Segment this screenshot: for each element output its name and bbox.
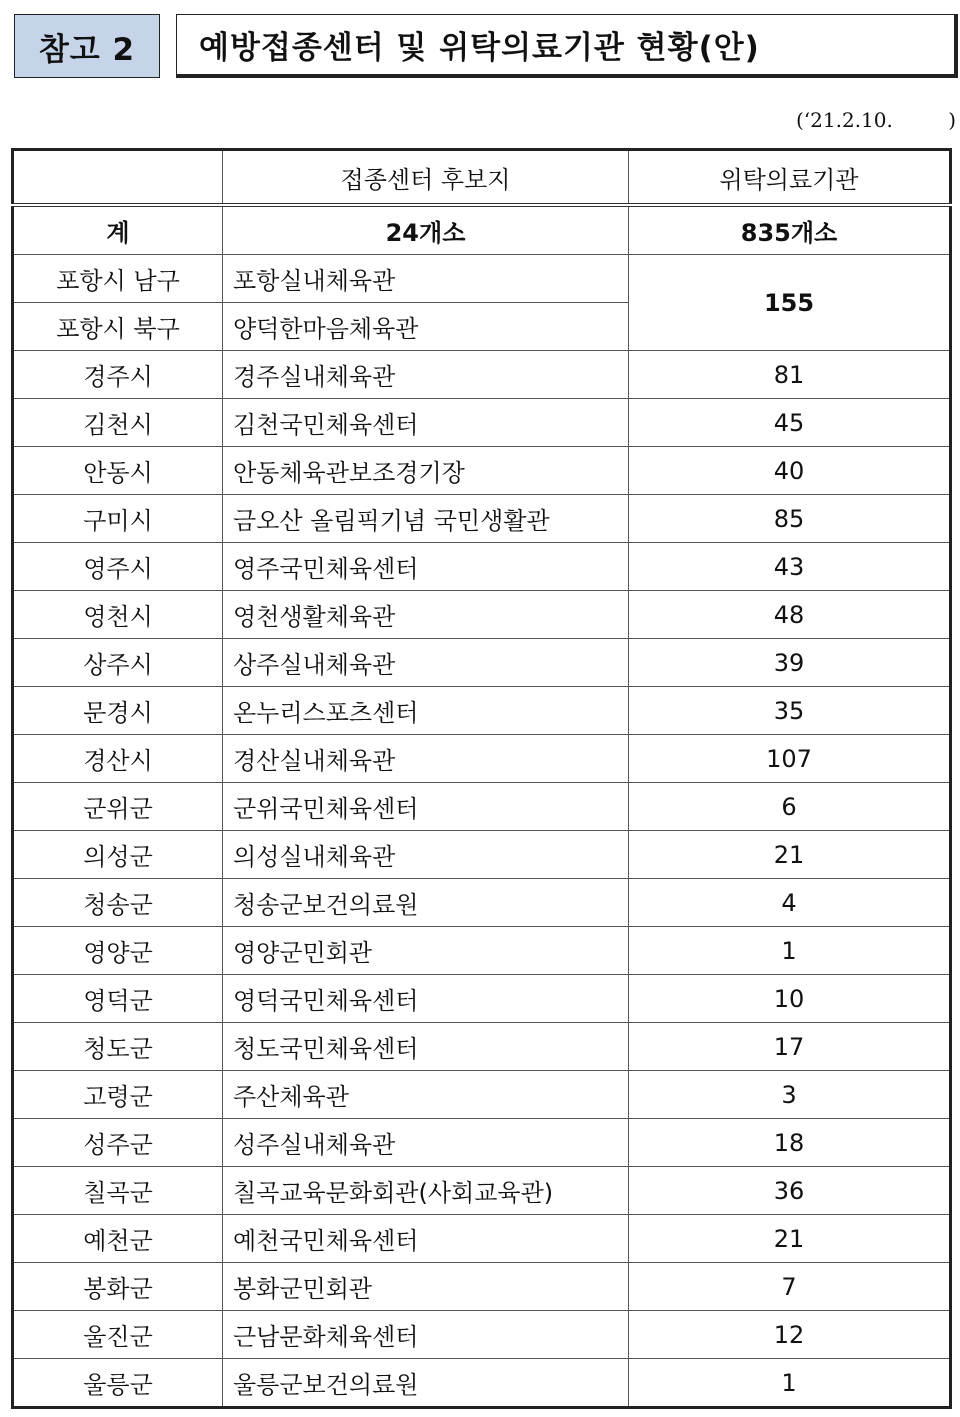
- institutions-cell: 43: [629, 543, 951, 591]
- document-title-box: [176, 14, 958, 78]
- institutions-cell: 12: [629, 1311, 951, 1359]
- total-label: 계: [13, 205, 223, 255]
- vaccination-center-table: [11, 148, 952, 1409]
- institutions-cell: 18: [629, 1119, 951, 1167]
- center-cell: 군위국민체육센터: [223, 783, 629, 831]
- institutions-cell: 35: [629, 687, 951, 735]
- header-cell-region: [13, 150, 223, 206]
- table-row: [13, 255, 951, 303]
- table-row: [13, 1263, 951, 1311]
- institutions-cell: 36: [629, 1167, 951, 1215]
- table-row: [13, 399, 951, 447]
- center-cell: 온누리스포츠센터: [223, 687, 629, 735]
- institutions-cell: 21: [629, 1215, 951, 1263]
- institutions-cell: 85: [629, 495, 951, 543]
- region-cell: 의성군: [13, 831, 223, 879]
- center-cell: 예천국민체육센터: [223, 1215, 629, 1263]
- total-row: [13, 205, 951, 255]
- table-row: [13, 351, 951, 399]
- institutions-cell: 1: [629, 927, 951, 975]
- center-cell: 의성실내체육관: [223, 831, 629, 879]
- center-cell: 양덕한마음체육관: [223, 303, 629, 351]
- reference-label: 참고 2: [38, 31, 136, 68]
- region-cell: 칠곡군: [13, 1167, 223, 1215]
- region-cell: 영양군: [13, 927, 223, 975]
- table-row: [13, 639, 951, 687]
- center-cell: 포항실내체육관: [223, 255, 629, 303]
- table-row: [13, 879, 951, 927]
- document-title: 예방접종센터 및 위탁의료기관 현황(안): [199, 30, 760, 66]
- center-cell: 울릉군보건의료원: [223, 1359, 629, 1408]
- center-cell: 봉화군민회관: [223, 1263, 629, 1311]
- region-cell: 영주시: [13, 543, 223, 591]
- region-cell: 영천시: [13, 591, 223, 639]
- table-header-row: [13, 150, 951, 206]
- institutions-cell: 4: [629, 879, 951, 927]
- center-cell: 영덕국민체육센터: [223, 975, 629, 1023]
- institutions-cell: 10: [629, 975, 951, 1023]
- table-row: [13, 687, 951, 735]
- center-cell: 영주국민체육센터: [223, 543, 629, 591]
- center-cell: 경주실내체육관: [223, 351, 629, 399]
- region-cell: 구미시: [13, 495, 223, 543]
- institutions-cell: 3: [629, 1071, 951, 1119]
- region-cell: 포항시 북구: [13, 303, 223, 351]
- table-row: [13, 495, 951, 543]
- region-cell: 울릉군: [13, 1359, 223, 1408]
- center-cell: 상주실내체육관: [223, 639, 629, 687]
- region-cell: 상주시: [13, 639, 223, 687]
- table-row: [13, 735, 951, 783]
- merged-institutions-cell: 155: [629, 255, 951, 351]
- table-row: [13, 831, 951, 879]
- center-cell: 안동체육관보조경기장: [223, 447, 629, 495]
- region-cell: 예천군: [13, 1215, 223, 1263]
- institutions-cell: 17: [629, 1023, 951, 1071]
- region-cell: 울진군: [13, 1311, 223, 1359]
- header-cell-institutions: 위탁의료기관: [629, 150, 951, 206]
- table-row: [13, 1167, 951, 1215]
- institutions-cell: 48: [629, 591, 951, 639]
- center-cell: 주산체육관: [223, 1071, 629, 1119]
- institutions-cell: 6: [629, 783, 951, 831]
- institutions-cell: 21: [629, 831, 951, 879]
- region-cell: 김천시: [13, 399, 223, 447]
- center-cell: 청송군보건의료원: [223, 879, 629, 927]
- total-centers: 24개소: [223, 205, 629, 255]
- table-row: [13, 591, 951, 639]
- table-row: [13, 1071, 951, 1119]
- table-row: [13, 1023, 951, 1071]
- center-cell: 영양군민회관: [223, 927, 629, 975]
- table-body: [13, 150, 951, 1408]
- table-row: [13, 1215, 951, 1263]
- table-row: [13, 447, 951, 495]
- region-cell: 경주시: [13, 351, 223, 399]
- institutions-cell: 39: [629, 639, 951, 687]
- table-row: [13, 975, 951, 1023]
- institutions-cell: 81: [629, 351, 951, 399]
- center-cell: 금오산 올림픽기념 국민생활관: [223, 495, 629, 543]
- date-text: (‘21.2.10.: [796, 108, 893, 132]
- region-cell: 안동시: [13, 447, 223, 495]
- institutions-cell: 40: [629, 447, 951, 495]
- center-cell: 경산실내체육관: [223, 735, 629, 783]
- document-date: [796, 108, 956, 132]
- table-row: [13, 1359, 951, 1408]
- reference-badge: [14, 14, 160, 78]
- table-row: [13, 927, 951, 975]
- table-row: [13, 1119, 951, 1167]
- center-cell: 영천생활체육관: [223, 591, 629, 639]
- institutions-cell: 107: [629, 735, 951, 783]
- table-row: [13, 543, 951, 591]
- region-cell: 청도군: [13, 1023, 223, 1071]
- region-cell: 영덕군: [13, 975, 223, 1023]
- region-cell: 군위군: [13, 783, 223, 831]
- institutions-cell: 1: [629, 1359, 951, 1408]
- center-cell: 성주실내체육관: [223, 1119, 629, 1167]
- center-cell: 근남문화체육센터: [223, 1311, 629, 1359]
- total-institutions: 835개소: [629, 205, 951, 255]
- date-close-paren: ): [948, 108, 956, 132]
- center-cell: 청도국민체육센터: [223, 1023, 629, 1071]
- institutions-cell: 7: [629, 1263, 951, 1311]
- region-cell: 봉화군: [13, 1263, 223, 1311]
- center-cell: 김천국민체육센터: [223, 399, 629, 447]
- region-cell: 경산시: [13, 735, 223, 783]
- institutions-cell: 45: [629, 399, 951, 447]
- region-cell: 고령군: [13, 1071, 223, 1119]
- table-row: [13, 783, 951, 831]
- region-cell: 포항시 남구: [13, 255, 223, 303]
- table-row: [13, 1311, 951, 1359]
- region-cell: 성주군: [13, 1119, 223, 1167]
- region-cell: 문경시: [13, 687, 223, 735]
- header-cell-center: 접종센터 후보지: [223, 150, 629, 206]
- region-cell: 청송군: [13, 879, 223, 927]
- center-cell: 칠곡교육문화회관(사회교육관): [223, 1167, 629, 1215]
